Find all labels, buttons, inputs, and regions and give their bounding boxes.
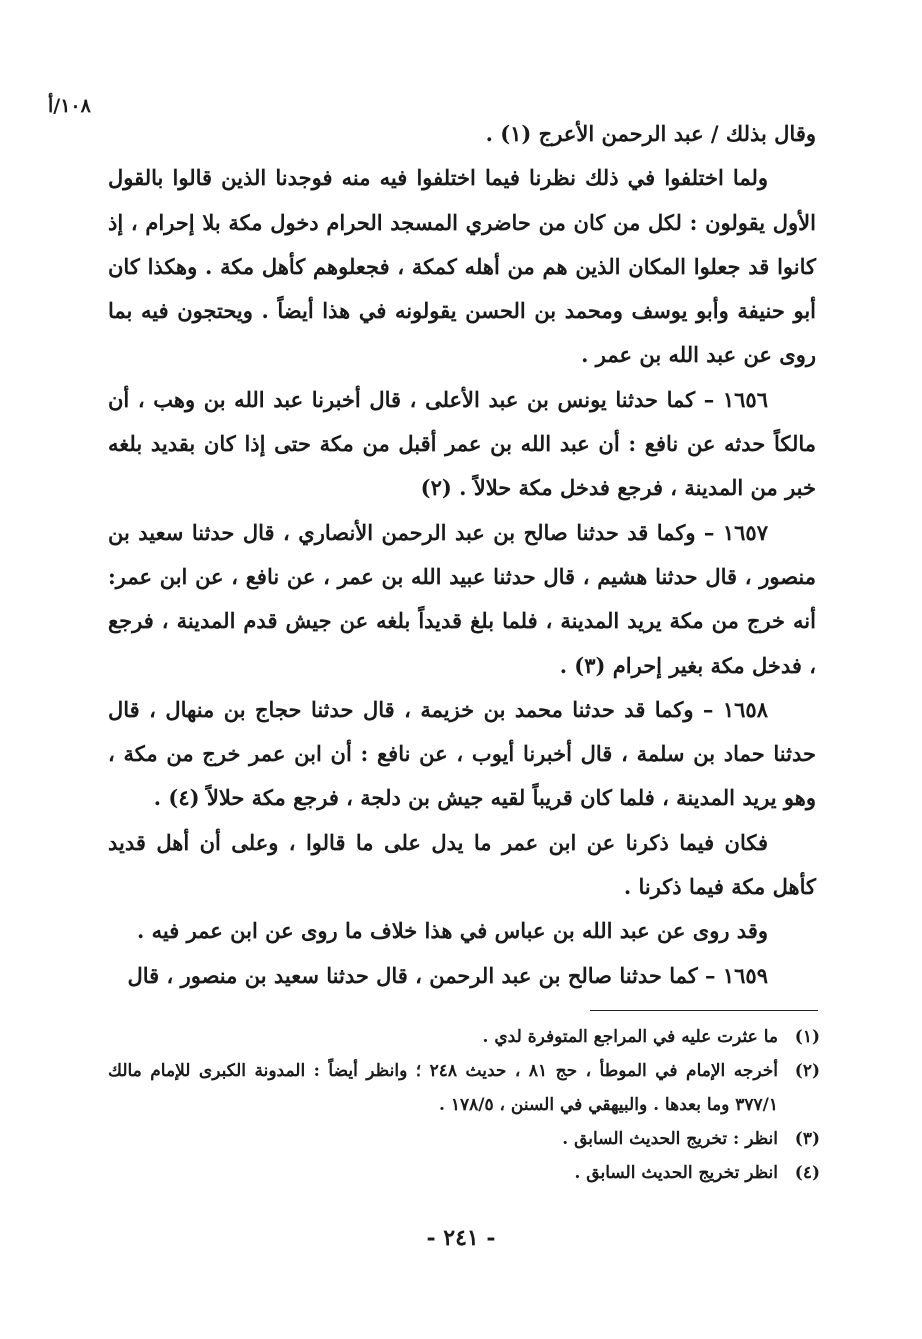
footnote-number: (٣) <box>794 1129 820 1149</box>
paragraph: ولما اختلفوا في ذلك نظرنا فيما اختلفوا فيه منه فوجدنا الذين قالوا بالقول الأول يقولون : لكل من كان من حاضري المسجد الحرام دخول مكة بلا إحرام ، إذ كانوا قد جعلوا المكان الذين هم من أهله كمكة ، فجعلوهم كأهل مكة . وهكذا كان أبو حنيفة وأبو يوسف ومحمد بن الحسن يقولونه في هذا أيضاً . ويحتجون فيه بما روى عن عبد الله بن عمر . <box>108 165 816 368</box>
footnote <box>108 1156 820 1190</box>
hadith-1659: ١٦٥٩ – كما حدثنا صالح بن عبد الرحمن ، قال حدثنا سعيد بن منصور ، قال <box>127 962 768 988</box>
hadith-1658: ١٦٥٨ – وكما قد حدثنا محمد بن خزيمة ، قال حدثنا حجاج بن منهال ، قال حدثنا حماد بن سلمة ، قال أخبرنا أيوب ، عن نافع : أن ابن عمر خرج من مكة ، وهو يريد المدينة ، فلما كان قريباً لقيه جيش بن دلجة ، فرجع مكة حلالاً (٤) . <box>108 696 816 811</box>
footnote <box>108 1122 820 1156</box>
footnote-text: انظر : تخريج الحديث السابق . <box>562 1129 778 1149</box>
footnote-divider <box>590 1010 818 1011</box>
paragraph: وقال بذلك / عبد الرحمن الأعرج (١) . <box>485 121 816 146</box>
footnote-text: انظر تخريج الحديث السابق . <box>574 1163 778 1183</box>
footnote-number: (١) <box>794 1027 820 1047</box>
page-number: - ٢٤١ - <box>426 1225 496 1251</box>
footnote <box>108 1020 820 1054</box>
footnote-text: ما عثرت عليه في المراجع المتوفرة لدي . <box>482 1027 778 1047</box>
footnote <box>108 1054 820 1122</box>
footnotes <box>108 1020 820 1190</box>
paragraph: وقد روى عن عبد الله بن عباس في هذا خلاف ما روى عن ابن عمر فيه . <box>137 918 768 944</box>
hadith-1657: ١٦٥٧ – وكما قد حدثنا صالح بن عبد الرحمن الأنصاري ، قال حدثنا سعيد بن منصور ، قال حدثنا هشيم ، قال حدثنا عبيد الله بن عمر ، عن نافع ، عن ابن عمر: أنه خرج من مكة يريد المدينة ، فلما بلغ قديداً بلغه عن جيش قدم المدينة ، فرجع ، فدخل مكة بغير إحرام (٣) . <box>108 519 816 678</box>
footnote-number: (٢) <box>794 1061 820 1081</box>
main-text <box>108 112 816 998</box>
hadith-1656: ١٦٥٦ – كما حدثنا يونس بن عبد الأعلى ، قال أخبرنا عبد الله بن وهب ، أن مالكاً حدثه عن نافع : أن عبد الله بن عمر أقبل من مكة حتى إذا كان بقديد بلغه خبر من المدينة ، فرجع فدخل مكة حلالاً . (٢) <box>108 386 816 501</box>
footnote-number: (٤) <box>794 1163 820 1183</box>
paragraph: فكان فيما ذكرنا عن ابن عمر ما يدل على ما قالوا ، وعلى أن أهل قديد كأهل مكة فيما ذكرنا . <box>108 829 816 900</box>
footnote-text: أخرجه الإمام في الموطأ ، حج ٨١ ، حديث ٢٤٨ ؛ وانظر أيضاً : المدونة الكبرى للإمام مالك ٣٧٧/١ وما بعدها . والبيهقي في السنن ، ١٧٨/٥ . <box>108 1061 778 1115</box>
manuscript-folio-ref: ١٠٨/أ <box>48 95 91 117</box>
